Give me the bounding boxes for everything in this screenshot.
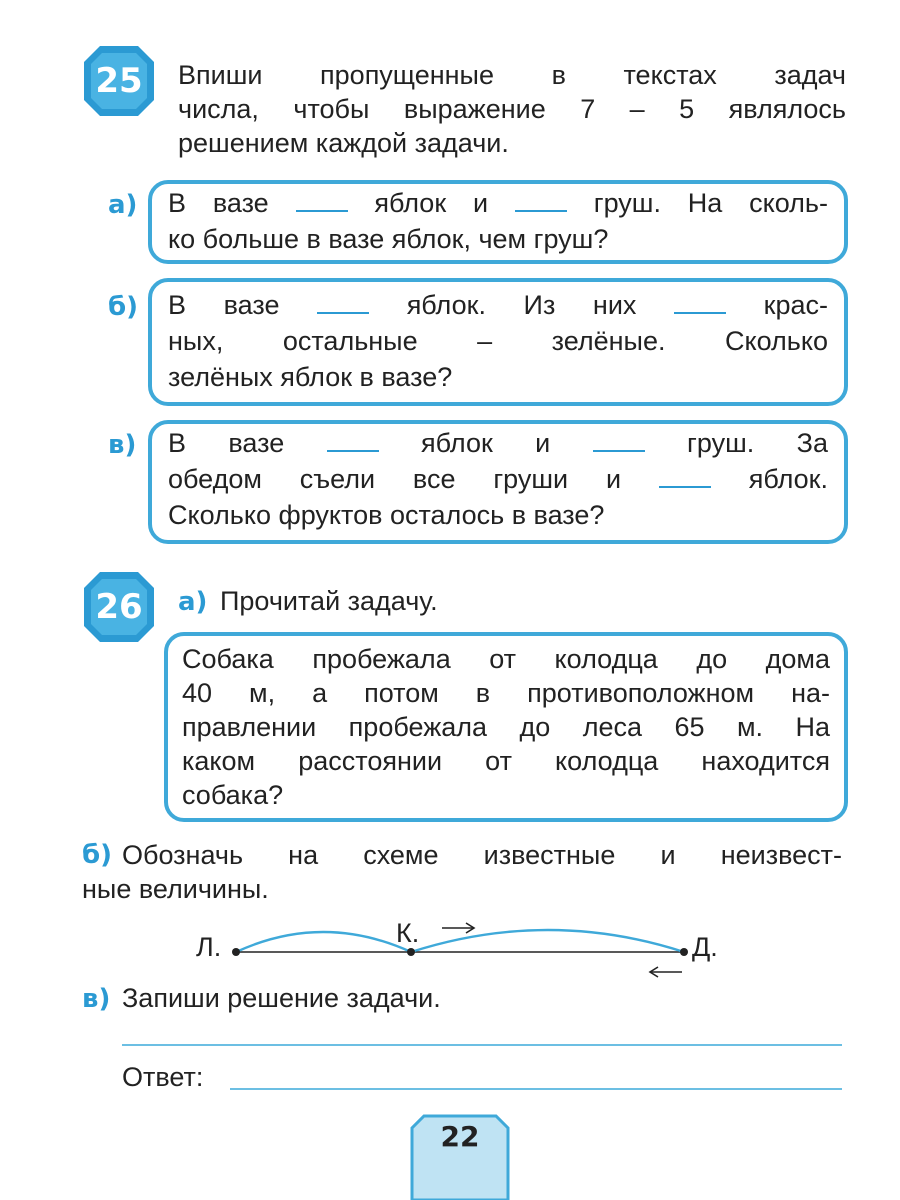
answer-blank[interactable] bbox=[659, 464, 711, 488]
problem-line: каком расстоянии от колодца находится bbox=[182, 746, 830, 776]
text-segment: В вазе bbox=[168, 188, 269, 218]
task-number: 25 bbox=[95, 61, 143, 101]
text-segment: груш. На сколь- bbox=[593, 188, 828, 218]
item-letter: б) bbox=[108, 292, 139, 322]
text-segment: ных, остальные – зелёные. Сколько bbox=[168, 326, 828, 356]
item-line bbox=[168, 462, 828, 496]
text-segment: ко больше в вазе яблок, чем груш? bbox=[168, 224, 609, 254]
answer-blank[interactable] bbox=[296, 188, 348, 212]
answer-blank[interactable] bbox=[317, 290, 369, 314]
text-segment: Сколько фруктов осталось в вазе? bbox=[168, 500, 605, 530]
part-b-letter: б) bbox=[82, 840, 113, 870]
answer-line[interactable] bbox=[230, 1088, 842, 1090]
item-letter: в) bbox=[108, 430, 137, 460]
problem-line: 40 м, а потом в противоположном на- bbox=[182, 678, 830, 708]
text-segment: яблок. Из них bbox=[406, 290, 637, 320]
text-segment: В вазе bbox=[168, 428, 285, 458]
arc-right bbox=[411, 930, 684, 952]
label-l: Л. bbox=[196, 932, 222, 962]
intro-line: числа, чтобы выражение 7 – 5 являлось bbox=[178, 94, 846, 124]
item-line bbox=[168, 222, 828, 256]
text-segment: зелёных яблок в вазе? bbox=[168, 362, 453, 392]
answer-blank[interactable] bbox=[515, 188, 567, 212]
point-d bbox=[680, 948, 688, 956]
item-letter: а) bbox=[108, 190, 138, 220]
text-segment: крас- bbox=[763, 290, 828, 320]
item-line bbox=[168, 498, 828, 532]
part-b-line: Обозначь на схеме известные и неизвест- bbox=[122, 840, 842, 870]
label-d: Д. bbox=[692, 932, 718, 962]
answer-blank[interactable] bbox=[674, 290, 726, 314]
part-c-letter: в) bbox=[82, 984, 111, 1014]
task-25-badge bbox=[82, 44, 156, 118]
item-line bbox=[168, 426, 828, 460]
item-line bbox=[168, 324, 828, 358]
part-a-text: Прочитай задачу. bbox=[220, 586, 438, 616]
task-number: 26 bbox=[95, 587, 143, 627]
arrow-right-icon bbox=[442, 923, 474, 933]
problem-line: Собака пробежала от колодца до дома bbox=[182, 644, 830, 674]
text-segment: яблок и bbox=[421, 428, 551, 458]
solution-line[interactable] bbox=[122, 1044, 842, 1046]
text-segment: яблок и bbox=[374, 188, 489, 218]
point-k bbox=[407, 948, 415, 956]
page-number: 22 bbox=[440, 1120, 480, 1153]
part-a-letter: а) bbox=[178, 587, 208, 617]
distance-scheme bbox=[180, 910, 720, 990]
problem-line: собака? bbox=[182, 780, 284, 810]
point-l bbox=[232, 948, 240, 956]
arc-left bbox=[236, 932, 411, 952]
arrow-left-icon bbox=[650, 967, 682, 977]
task-26-badge bbox=[82, 570, 156, 644]
item-line bbox=[168, 288, 828, 322]
text-segment: обедом съели все груши и bbox=[168, 464, 622, 494]
intro-line: решением каждой задачи. bbox=[178, 128, 509, 158]
answer-blank[interactable] bbox=[327, 428, 379, 452]
answer-blank[interactable] bbox=[593, 428, 645, 452]
intro-line: Впиши пропущенные в текстах задач bbox=[178, 60, 846, 90]
part-c-text: Запиши решение задачи. bbox=[122, 983, 441, 1013]
item-line bbox=[168, 186, 828, 220]
item-line bbox=[168, 360, 828, 394]
problem-line: правлении пробежала до леса 65 м. На bbox=[182, 712, 830, 742]
part-b-line: ные величины. bbox=[82, 874, 269, 904]
text-segment: В вазе bbox=[168, 290, 280, 320]
label-k: К. bbox=[396, 918, 420, 948]
text-segment: яблок. bbox=[748, 464, 828, 494]
text-segment: груш. За bbox=[687, 428, 828, 458]
answer-label: Ответ: bbox=[122, 1062, 204, 1092]
